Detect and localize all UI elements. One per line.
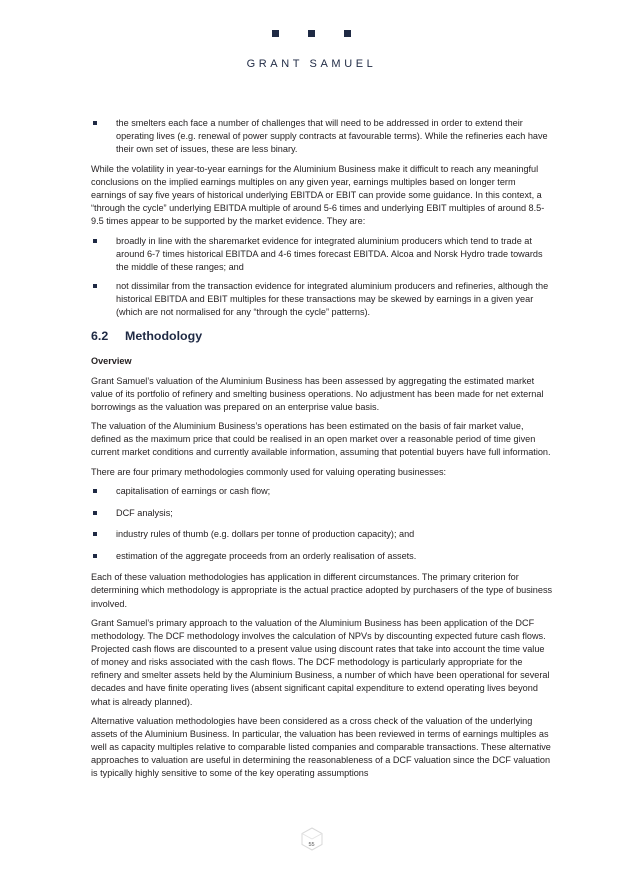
bullet-square-icon xyxy=(93,239,97,243)
paragraph-dcf: Grant Samuel’s primary approach to the valuation of the Aluminium Business has been application of the DCF methodology. The DCF methodology involves the calculation of NPVs by discounting expected future cash flows. Projected cash flows are discounted to a present value using discount rates that take into account the time value of money and risks associated with the cash flows. The DCF methodology is particularly appropriate for the refinery and smelter assets held by the Aluminium Business, a number of which have been operational for several decades and have finite operating lives (absent significant capital expenditure to extend operating lives beyond what is already planned). xyxy=(91,618,550,707)
bullet-square-icon xyxy=(93,511,97,515)
bullet-text: not dissimilar from the transaction evidence for integrated aluminium producers and refineries, although the historical EBITDA and EBIT multiples for these transactions may be skewed by earnings in a given year (which are not normalised for any “through the cycle” patterns). xyxy=(116,281,549,318)
logo-square-icon xyxy=(344,30,351,37)
section-number: 6.2 xyxy=(91,329,109,344)
bullet-item xyxy=(91,235,553,274)
bullet-square-icon xyxy=(93,554,97,558)
logo-square-icon xyxy=(308,30,315,37)
method-text: estimation of the aggregate proceeds from an orderly realisation of assets. xyxy=(116,550,417,561)
method-list-item xyxy=(91,507,553,520)
page-header xyxy=(0,58,623,70)
subheading: Overview xyxy=(91,356,132,367)
method-text: industry rules of thumb (e.g. dollars per tonne of production capacity); and xyxy=(116,529,415,540)
section-heading xyxy=(91,329,553,343)
bullet-text: the smelters each face a number of challenges that will need to be addressed in order to extend their operating lives (e.g. renewal of power supply contracts at favourable terms). While the refineries each have their own set of issues, these are less binary. xyxy=(116,118,548,155)
company-logo-text: GRANT SAMUEL xyxy=(246,58,377,70)
paragraph-fair-value: The valuation of the Aluminium Business’s operations has been estimated on the basis of fair market value, defined as the maximum price that could be realised in an open market over a reasonable period of time given current market conditions and currently available information, assuming that potential buyers have full information. xyxy=(91,421,551,458)
method-text: DCF analysis; xyxy=(116,507,173,518)
paragraph-four-methods: There are four primary methodologies commonly used for valuing operating businesses: xyxy=(91,466,447,477)
bullet-square-icon xyxy=(93,532,97,536)
section-title: Methodology xyxy=(125,329,203,344)
page-body xyxy=(91,117,553,787)
bullet-item xyxy=(91,280,553,319)
bullet-square-icon xyxy=(93,489,97,493)
bullet-item xyxy=(91,117,553,156)
paragraph-volatility: While the volatility in year-to-year earnings for the Aluminium Business make it difficult to reach any meaningful conclusions on the implied earnings multiples on any given year, earnings multiples based on longer term earnings of say five years of historical underlying EBITDA or EBIT can provide some guidance. In this context, a “through the cycle” underlying EBITDA multiple of around 5-6 times and underlying EBIT multiples of around 8.5-9.5 times appear to be supported by the market evidence. They are: xyxy=(91,163,545,227)
bullet-square-icon xyxy=(93,121,97,125)
logo-square-icon xyxy=(272,30,279,37)
method-list-item xyxy=(91,550,553,563)
logo-squares xyxy=(0,30,623,38)
bullet-text: broadly in line with the sharemarket evidence for integrated aluminium producers which tend to trade at around 6-7 times historical EBITDA and 4-6 times forecast EBITDA. Alcoa and Norsk Hydro trade towards the middle of these ranges; and xyxy=(116,235,543,272)
page-number: 55 xyxy=(308,842,315,848)
method-list-item xyxy=(91,485,553,498)
method-list-item xyxy=(91,528,553,541)
method-text: capitalisation of earnings or cash flow; xyxy=(116,486,271,497)
paragraph-alternative: Alternative valuation methodologies have been considered as a cross check of the valuation of the underlying assets of the Aluminium Business. In particular, the valuation has been reviewed in terms of earnings multiples as well as capacity multiples relative to comparable listed companies and comparable transactions. These alternative approaches to valuation are useful in determining the reasonableness of a DCF valuation since the DCF valuation is typically highly sensitive to some of the key operating assumptions xyxy=(91,716,551,779)
paragraph-criterion: Each of these valuation methodologies has application in different circumstances. The primary criterion for determining which methodology is appropriate is the actual practice adopted by purchasers of the type of business involved. xyxy=(91,572,553,609)
paragraph-overview: Grant Samuel’s valuation of the Aluminium Business has been assessed by aggregating the estimated market value of its portfolio of refinery and smelting business operations. No adjustment has been made for net external borrowings as the valuation was prepared on an enterprise value basis. xyxy=(91,375,544,412)
bullet-square-icon xyxy=(93,284,97,288)
